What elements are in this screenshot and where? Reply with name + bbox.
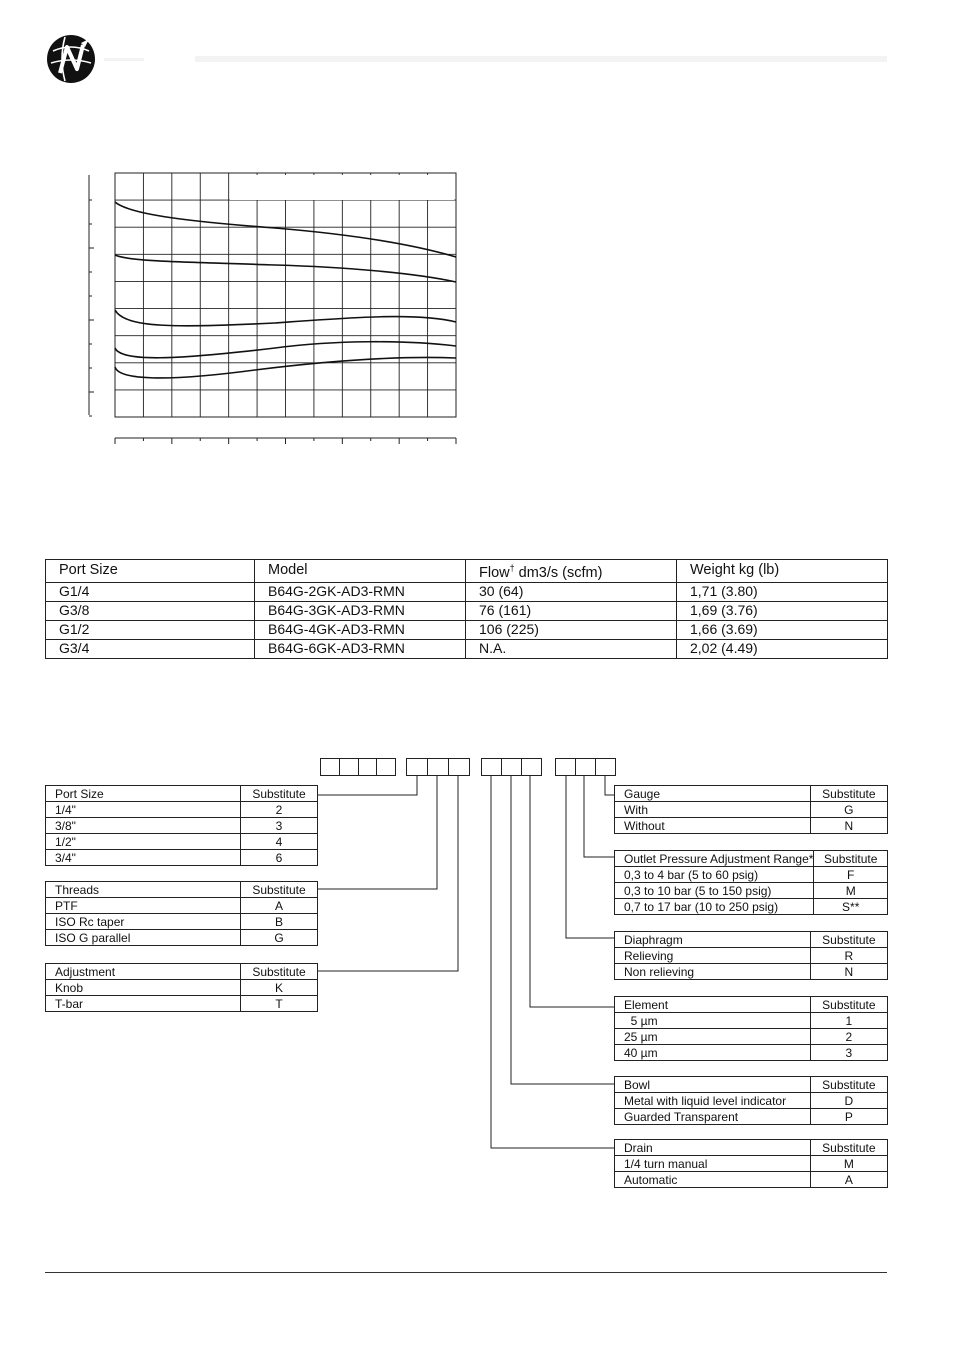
code-box-drain-bowl-element [481,758,542,776]
list-item [615,867,888,883]
list-item [615,964,888,980]
chart-grid [115,173,456,417]
option-title: Drain [615,1140,811,1156]
header-flow [466,560,677,583]
option-code: F [814,867,888,883]
company-logo [45,33,97,85]
list-item [615,1109,888,1125]
option-label: Without [615,818,811,834]
list-item [46,850,318,866]
cell-port-size: G3/8 [46,601,255,620]
list-item [615,899,888,915]
header-flow-unit: dm3/s (scfm) [514,564,603,581]
option-label: 0,3 to 10 bar (5 to 150 psig) [615,883,814,899]
cell-weight: 1,66 (3.69) [677,620,888,639]
option-sub-header: Substitute [810,932,887,948]
cell-model: B64G-3GK-AD3-RMN [255,601,466,620]
option-label: 3/8" [46,818,241,834]
option-label: 1/4 turn manual [615,1156,811,1172]
spec-table-header [46,560,888,583]
cell-flow: 30 (64) [466,582,677,601]
option-label: PTF [46,898,241,914]
list-item [46,980,318,996]
cell-port-size: G1/2 [46,620,255,639]
option-code: A [810,1172,887,1188]
list-item [615,1045,888,1061]
list-item [46,834,318,850]
option-title: Element [615,997,811,1013]
header-flow-label: Flow [479,564,510,581]
option-title: Outlet Pressure Adjustment Range* [615,851,814,867]
option-label: 5 µm [615,1013,811,1029]
option-code: N [810,818,887,834]
list-item [46,930,318,946]
chart-label-area [230,175,454,200]
option-label: 0,7 to 17 bar (10 to 250 psig) [615,899,814,915]
list-item [46,996,318,1012]
option-label: T-bar [46,996,241,1012]
option-code: M [814,883,888,899]
option-label: Guarded Transparent [615,1109,811,1125]
code-box-diaphragm-range-gauge [555,758,616,776]
cell-model: B64G-2GK-AD3-RMN [255,582,466,601]
header-port-size: Port Size [46,560,255,583]
chart-axes [89,175,456,444]
list-item [615,883,888,899]
option-sub-header: Substitute [814,851,888,867]
option-label: 0,3 to 4 bar (5 to 60 psig) [615,867,814,883]
option-sub-header: Substitute [810,997,887,1013]
cell-model: B64G-4GK-AD3-RMN [255,620,466,639]
option-code: 6 [241,850,318,866]
option-title: Diaphragm [615,932,811,948]
cell-weight: 1,69 (3.76) [677,601,888,620]
option-code: N [810,964,887,980]
option-sub-header: Substitute [810,1077,887,1093]
option-code: T [241,996,318,1012]
option-code: 1 [810,1013,887,1029]
option-table-port-size [45,785,318,866]
option-label: With [615,802,811,818]
option-code: 3 [241,818,318,834]
option-label: Relieving [615,948,811,964]
flow-footnote-mark: † [509,563,515,573]
option-table-diaphragm [614,931,888,980]
option-label: Metal with liquid level indicator [615,1093,811,1109]
header-model: Model [255,560,466,583]
list-item [46,818,318,834]
list-item [615,948,888,964]
option-sub-header: Substitute [810,786,887,802]
header-rule [195,56,887,62]
list-item [615,1093,888,1109]
option-code: B [241,914,318,930]
option-label: Non relieving [615,964,811,980]
option-title: Gauge [615,786,811,802]
cell-port-size: G1/4 [46,582,255,601]
cell-weight: 2,02 (4.49) [677,639,888,658]
option-code: M [810,1156,887,1172]
chart-svg [85,170,465,450]
option-table-adjustment [45,963,318,1012]
option-table-bowl [614,1076,888,1125]
option-label: ISO G parallel [46,930,241,946]
list-item [615,1013,888,1029]
option-sub-header: Substitute [241,882,318,898]
option-code: G [241,930,318,946]
header-weight: Weight kg (lb) [677,560,888,583]
list-item [46,914,318,930]
option-table-gauge [614,785,888,834]
option-table-threads [45,881,318,946]
cell-flow: 106 (225) [466,620,677,639]
list-item [615,1156,888,1172]
option-label: Knob [46,980,241,996]
cell-weight: 1,71 (3.80) [677,582,888,601]
table-row [46,620,888,639]
option-title: Adjustment [46,964,241,980]
option-label: Automatic [615,1172,811,1188]
list-item [46,898,318,914]
option-code: S** [814,899,888,915]
option-title: Port Size [46,786,241,802]
option-code: A [241,898,318,914]
list-item [615,1029,888,1045]
cell-model: B64G-6GK-AD3-RMN [255,639,466,658]
option-label: ISO Rc taper [46,914,241,930]
code-box-port-threads-adjust [406,758,470,776]
option-code: D [810,1093,887,1109]
option-code: K [241,980,318,996]
option-code: 2 [241,802,318,818]
flow-characteristics-chart [85,170,465,455]
option-code: R [810,948,887,964]
option-code: 2 [810,1029,887,1045]
globe-logo-icon [45,33,97,85]
option-code: P [810,1109,887,1125]
option-title: Threads [46,882,241,898]
cell-flow: 76 (161) [466,601,677,620]
option-label: 1/4" [46,802,241,818]
option-code: G [810,802,887,818]
option-sub-header: Substitute [241,786,318,802]
option-title: Bowl [615,1077,811,1093]
cell-flow: N.A. [466,639,677,658]
table-row [46,601,888,620]
option-label: 1/2" [46,834,241,850]
option-label: 3/4" [46,850,241,866]
option-table-drain [614,1139,888,1188]
code-box-base-model [320,758,396,776]
option-table-pressure-range [614,850,888,915]
model-spec-table [45,559,888,659]
list-item [615,802,888,818]
option-label: 25 µm [615,1029,811,1045]
option-table-element [614,996,888,1061]
option-sub-header: Substitute [810,1140,887,1156]
table-row [46,639,888,658]
list-item [615,1172,888,1188]
list-item [46,802,318,818]
option-code: 4 [241,834,318,850]
option-code: 3 [810,1045,887,1061]
list-item [615,818,888,834]
header-rule-short [104,58,144,61]
option-sub-header: Substitute [241,964,318,980]
table-row [46,582,888,601]
cell-port-size: G3/4 [46,639,255,658]
option-label: 40 µm [615,1045,811,1061]
footer-rule [45,1272,887,1273]
